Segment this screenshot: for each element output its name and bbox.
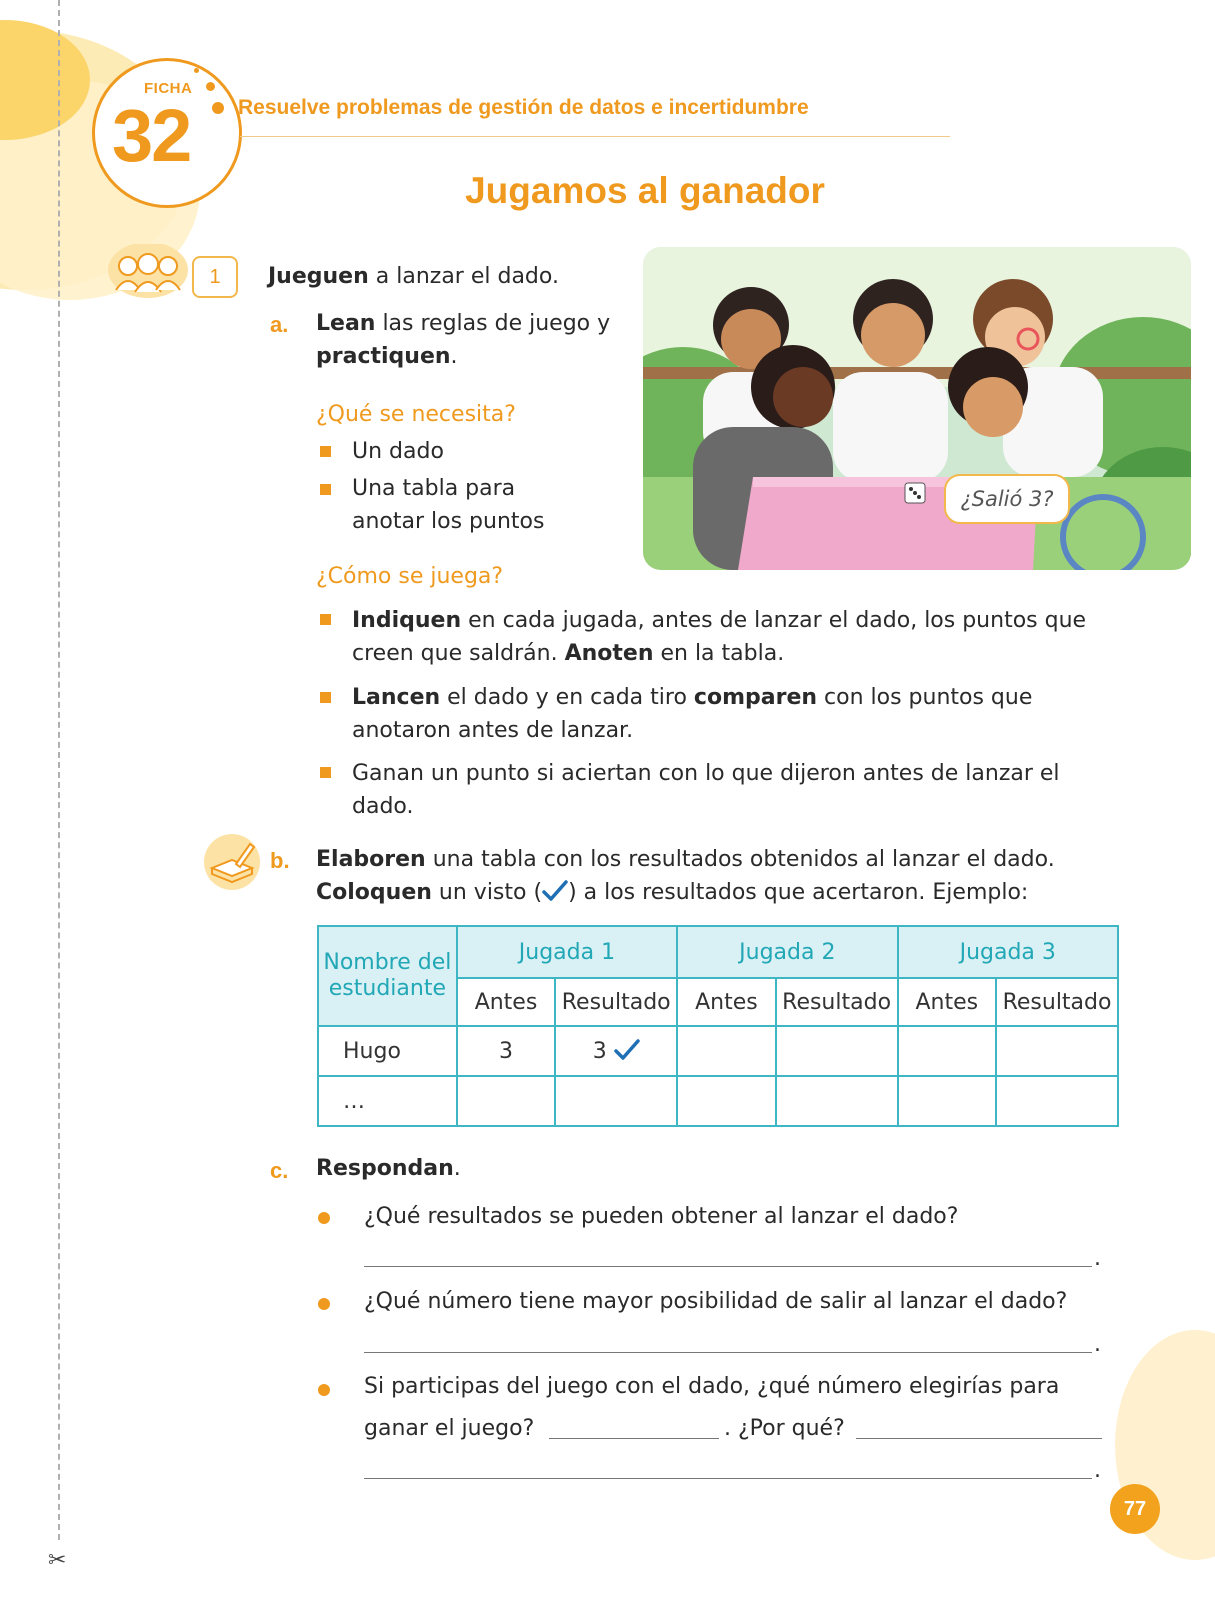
writing-notebook-icon xyxy=(202,834,262,890)
period: . xyxy=(1094,1458,1101,1483)
table-cell xyxy=(898,1076,997,1126)
table-cell: 3 xyxy=(457,1026,556,1076)
table-cell xyxy=(898,1026,997,1076)
table-cell xyxy=(996,1026,1118,1076)
bullet xyxy=(320,446,331,457)
question-3-part-a: ganar el juego? xyxy=(364,1416,535,1441)
needs-item: Un dado xyxy=(352,439,444,464)
play-header: Jugada 2 xyxy=(677,926,897,978)
play-header: Jugada 3 xyxy=(898,926,1118,978)
student-name: Hugo xyxy=(318,1026,457,1076)
period: . xyxy=(1094,1332,1101,1357)
part-b-letter: b. xyxy=(270,848,290,873)
bullet xyxy=(320,484,331,495)
before-header: Antes xyxy=(457,978,556,1026)
table-cell xyxy=(677,1026,776,1076)
speech-bubble: ¿Salió 3? xyxy=(944,474,1070,524)
result-header: Resultado xyxy=(555,978,677,1026)
name-column-header: Nombre del estudiante xyxy=(318,926,457,1026)
activity-instruction: Jueguen a lanzar el dado. xyxy=(268,264,559,289)
answer-line[interactable] xyxy=(364,1266,1092,1267)
table-cell xyxy=(776,1076,898,1126)
check-icon xyxy=(542,880,568,902)
table-cell xyxy=(776,1026,898,1076)
decor-dot xyxy=(206,82,215,91)
part-a-text: Lean las reglas de juego y practiquen. xyxy=(316,311,611,369)
bullet xyxy=(318,1212,330,1224)
cut-line xyxy=(58,0,60,1540)
bullet xyxy=(318,1298,330,1310)
student-name: … xyxy=(318,1076,457,1126)
rule-item: Lancen el dado y en cada tiro comparen con los puntos que anotaron antes de lanzar. xyxy=(352,685,1033,743)
activity-number: 1 xyxy=(192,256,238,298)
check-icon xyxy=(614,1039,640,1061)
table-cell xyxy=(677,1076,776,1126)
part-b-text: Elaboren una tabla con los resultados obtenidos al lanzar el dado. Coloquen un visto ( ) a los resultados que acertaron. Ejemplo: xyxy=(316,847,1055,905)
bullet xyxy=(320,767,331,778)
result-header: Resultado xyxy=(996,978,1118,1026)
table-row xyxy=(318,1026,1118,1076)
question-2: ¿Qué número tiene mayor posibilidad de salir al lanzar el dado? xyxy=(364,1289,1068,1314)
table-row xyxy=(318,1076,1118,1126)
children-playing-dice-illustration xyxy=(643,247,1191,570)
divider xyxy=(240,136,950,137)
before-header: Antes xyxy=(677,978,776,1026)
answer-line[interactable] xyxy=(856,1438,1102,1439)
part-c-letter: c. xyxy=(270,1158,289,1183)
play-header: Jugada 1 xyxy=(457,926,677,978)
scissors-icon: ✂ xyxy=(48,1548,67,1573)
ficha-label: FICHA xyxy=(144,80,193,97)
part-a-letter: a. xyxy=(270,312,289,337)
decor-dot xyxy=(194,68,199,73)
answer-line[interactable] xyxy=(549,1438,719,1439)
table-cell xyxy=(996,1076,1118,1126)
bullet xyxy=(320,692,331,703)
question-3: Si participas del juego con el dado, ¿qué número elegirías para xyxy=(364,1374,1060,1399)
page-number: 77 xyxy=(1110,1484,1160,1534)
bullet xyxy=(320,614,331,625)
group-work-icon xyxy=(108,244,188,300)
decor-dot xyxy=(212,102,224,114)
page-subtitle: Resuelve problemas de gestión de datos e incertidumbre xyxy=(238,96,809,119)
result-header: Resultado xyxy=(776,978,898,1026)
needs-heading: ¿Qué se necesita? xyxy=(316,402,516,427)
part-c-heading: Respondan. xyxy=(316,1156,461,1181)
needs-item: Una tabla para anotar los puntos xyxy=(352,476,545,534)
ficha-number: 32 xyxy=(112,94,191,177)
how-heading: ¿Cómo se juega? xyxy=(316,564,504,589)
question-1: ¿Qué resultados se pueden obtener al lanzar el dado? xyxy=(364,1204,959,1229)
results-table xyxy=(317,925,1119,1127)
table-cell xyxy=(555,1076,677,1126)
rule-item: Indiquen en cada jugada, antes de lanzar el dado, los puntos que creen que saldrán. Anoten en la tabla. xyxy=(352,608,1087,666)
period: . xyxy=(1094,1246,1101,1271)
bullet xyxy=(318,1384,330,1396)
table-cell: 3 xyxy=(555,1026,677,1076)
page-title: Jugamos al ganador xyxy=(465,170,825,211)
before-header: Antes xyxy=(898,978,997,1026)
answer-line[interactable] xyxy=(364,1478,1092,1479)
table-cell xyxy=(457,1076,556,1126)
question-3-part-b: . ¿Por qué? xyxy=(724,1416,845,1441)
rule-item: Ganan un punto si aciertan con lo que dijeron antes de lanzar el dado. xyxy=(352,761,1060,819)
answer-line[interactable] xyxy=(364,1352,1092,1353)
